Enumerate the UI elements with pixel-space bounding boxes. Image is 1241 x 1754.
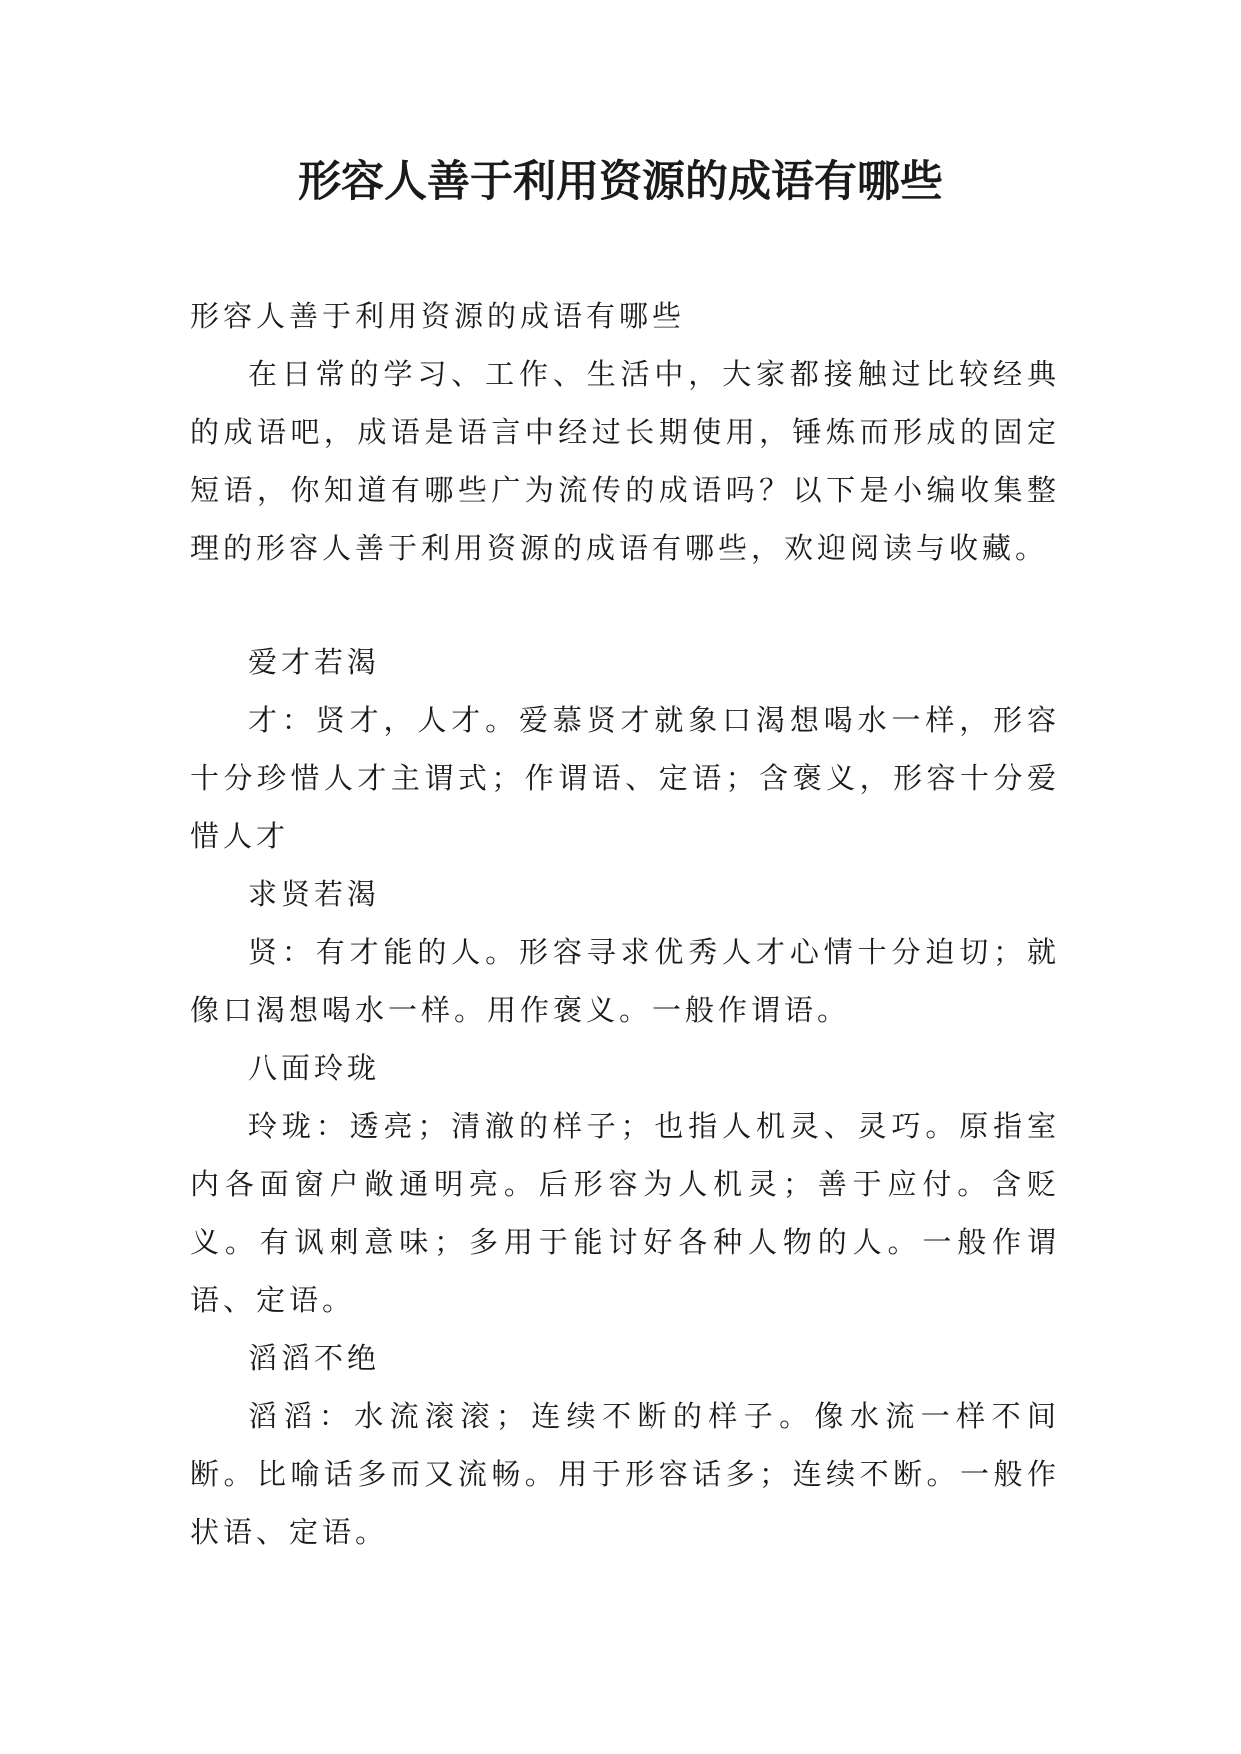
idiom-term: 求贤若渴 [248, 877, 381, 911]
document-subtitle: 形容人善于利用资源的成语有哪些 [190, 299, 686, 333]
idiom-definition: 玲珑：透亮；清澈的样子；也指人机灵、灵巧。原指室内各面窗户敞通明亮。后形容为人机灵；善于应付。含贬义。有讽刺意味；多用于能讨好各种人物的人。一般作谓语、定语。 [190, 1109, 1060, 1317]
intro-paragraph: 在日常的学习、工作、生活中，大家都接触过比较经典的成语吧，成语是语言中经过长期使用，锤炼而形成的固定短语，你知道有哪些广为流传的成语吗？以下是小编收集整理的形容人善于利用资源的成语有哪些，欢迎阅读与收藏。 [190, 357, 1060, 565]
idiom-term: 八面玲珑 [248, 1051, 381, 1085]
idiom-definition: 滔滔：水流滚滚；连续不断的样子。像水流一样不间断。比喻话多而又流畅。用于形容话多；连续不断。一般作状语、定语。 [190, 1399, 1060, 1549]
idiom-definition: 才：贤才，人才。爱慕贤才就象口渴想喝水一样，形容十分珍惜人才主谓式；作谓语、定语；含褒义，形容十分爱惜人才 [190, 703, 1060, 853]
document-title: 形容人善于利用资源的成语有哪些 [298, 157, 943, 207]
idiom-term: 爱才若渴 [248, 645, 381, 679]
idiom-definition: 贤：有才能的人。形容寻求优秀人才心情十分迫切；就像口渴想喝水一样。用作褒义。一般作谓语。 [190, 935, 1060, 1027]
idiom-list [190, 633, 1060, 1561]
idiom-term: 滔滔不绝 [248, 1341, 381, 1375]
